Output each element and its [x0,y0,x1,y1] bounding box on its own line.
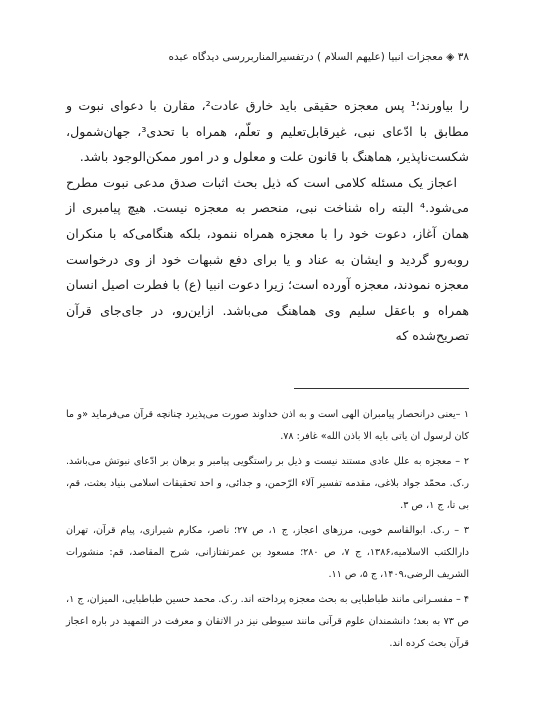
footnote-1: ۱ –یعنی درانحصار پیامبران الهی است و به اذن خداوند صورت می‌پذیرد چنانچه قرآن می‌فرماید «و ما کان لرسول ان یاتی بایه الا باذن الله» غافر: ۷۸. [66,409,469,442]
footnote-3: ۳ – ر.ک. ابوالقاسم خوبی، مرزهای اعجاز، ج ۱، ص ۲۷؛ ناصر، مکارم شیرازی، پیام قرآن، تهران دارالکتب الاسلامیه،۱۳۸۶، ج ۷، ص ۲۸۰؛ مسعود بن عمرتفتازانی، شرح المقاصد، قم: منشورات الشریف الرضی،۱۴۰۹، ج ۵، ص ۱۱. [66,525,470,580]
footnotes [66,404,469,658]
footnote-2: ۲ – معجزه به علل عادی مستند نیست و ذیل بر راستگویی پیامبر و برهان بر ادّعای نبوتش می‌باشد. ر.ک. محمّد جواد بلاغی، مقدمه تفسیر آلاء الرّحمن، و جدائی، و احد تحقیقات اسلامی بنیاد بعثت، قم، بی تا، ج ۱، ص ۳. [66,456,469,511]
footnote-4: ۴ – مفسـرانی مانند طباطبایی به بحث معجزه پرداخته اند. ر.ک. محمد حسین طباطبایی، المیزان، ج ۱، ص ۷۳ به بعد؛ دانشمندان علوم قرآنی مانند سیوطی نیز در الاتقان و معرفت در التمهید در باره اعجاز قرآن بحث کرده اند. [66,594,470,649]
body-text [66,93,469,349]
footnote-separator [294,388,469,389]
running-header: ۳۸ ◈ معجزات انبیا (علیهم السلام ) درتفسیرالمناربررسی دیدگاه عبده [168,51,469,63]
body-paragraph-1: را بیاورند؛¹ پس معجزه حقیقی باید خارق عادت²، مقارن با دعوای نبوت و مطابق با ادّعای نبی، غیرقابل‌تعلیم و تعلّم، همراه با تحدی³، جهان‌شمول، شکست‌ناپذیر، هماهنگ با قانون علت و معلول و در امور ممکن‌الوجود باشد. [66,98,469,165]
body-paragraph-2: اعجاز یک مسئله کلامی است که ذیل بحث اثبات صدق مدعی نبوت مطرح می‌شود.⁴ البته راه شناخت نبی، منحصر به معجزه نیست. هیچ پیامبری از همان آغاز، دعوت خود را با معجزه همراه ننمود، بلکه هنگامی‌که با منکران روبه‌رو گردید و ایشان به عناد و یا برای دفع شبهات خود از وی درخواست معجزه نمودند، معجزه آورده است؛ زیرا دعوت انبیا (ع) با فطرت اصیل انسان همراه و باعقل سلیم وی هماهنگ می‌باشد. ازاین‌رو، در جای‌جای قرآن تصریح‌شده که [66,174,469,344]
